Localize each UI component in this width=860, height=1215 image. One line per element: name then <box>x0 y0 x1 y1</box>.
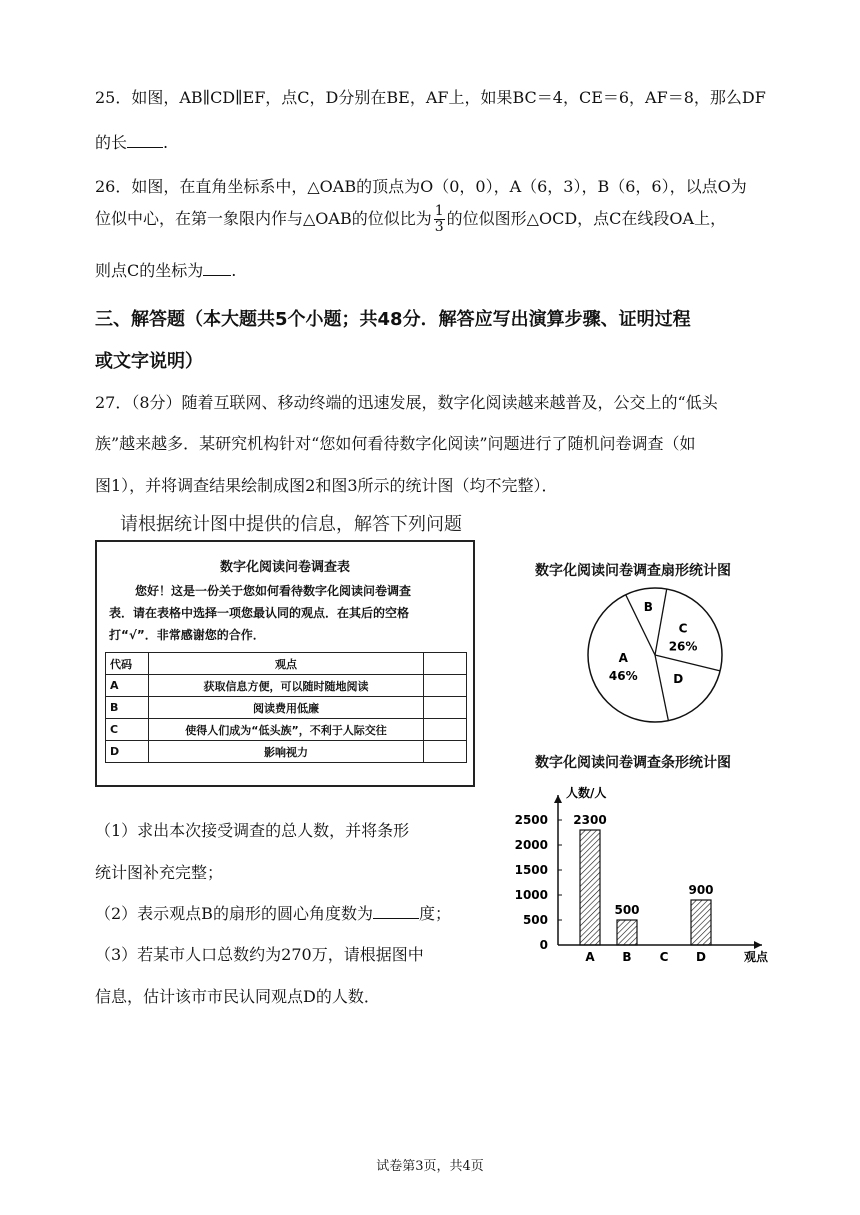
survey-row-view: 使得人们成为“低头族”，不利于人际交往 <box>149 719 424 741</box>
q26-fraction-denominator: 3 <box>434 219 444 235</box>
q26-line3-text: 则点C的坐标为 <box>95 261 204 280</box>
survey-tick-cell <box>424 719 467 741</box>
q26-line2-post: 的位似图形△OCD，点C在线段OA上， <box>446 209 727 228</box>
q27-sub2-post: 度； <box>418 904 451 923</box>
q27-sub3-line1: （3）若某市人口总数约为270万，请根据图中 <box>95 945 424 964</box>
survey-tick-cell <box>424 741 467 763</box>
q27-sub1-line1: （1）求出本次接受调查的总人数，并将条形 <box>95 821 410 840</box>
pie-chart-title: 数字化阅读问卷调查扇形统计图 <box>535 563 731 579</box>
survey-tick-cell <box>424 697 467 719</box>
pie-slice-percent: 46% <box>608 668 638 683</box>
bar-y-axis-label: 人数/人 <box>566 786 607 800</box>
q27-line1: 27．（8分）随着互联网、移动终端的迅速发展，数字化阅读越来越普及，公交上的“低头 <box>95 393 718 412</box>
survey-row-code: C <box>106 719 149 741</box>
survey-tick-cell <box>424 675 467 697</box>
q27-sub2-pre: （2）表示观点B的扇形的圆心角度数为 <box>95 904 373 923</box>
pie-slice-label: D <box>673 672 684 687</box>
q27-sub1-line2: 统计图补充完整； <box>95 863 224 882</box>
survey-intro-line3: 打“√”．非常感谢您的合作． <box>109 628 265 642</box>
survey-row <box>106 741 467 763</box>
q26-line2-pre: 位似中心，在第一象限内作与△OAB的位似比为 <box>95 209 432 228</box>
pie-slice-label: C <box>678 621 688 636</box>
q27-sub2 <box>95 901 451 924</box>
q27-sub2-answer-blank <box>373 904 419 919</box>
bar-y-tick-label: 2500 <box>514 813 548 827</box>
bar-d <box>691 900 711 945</box>
q27-line3: 图1），并将调查结果绘制成图2和图3所示的统计图（均不完整）． <box>95 476 558 495</box>
q27-sub3-line2: 信息，估计该市市民认同观点D的人数． <box>95 987 380 1006</box>
survey-row-code: B <box>106 697 149 719</box>
q26-line2 <box>95 204 726 235</box>
pie-slice-percent: 26% <box>668 639 698 654</box>
bar-value-label: 900 <box>688 883 714 897</box>
survey-row <box>106 675 467 697</box>
survey-row-code: D <box>106 741 149 763</box>
q26-answer-blank <box>203 261 231 276</box>
q25-line2 <box>95 130 168 153</box>
bar-y-tick-label: 1500 <box>514 863 548 877</box>
survey-row-view: 获取信息方便，可以随时随地阅读 <box>149 675 424 697</box>
bar-a <box>580 830 600 945</box>
bar-y-axis-arrow <box>554 795 562 803</box>
survey-table <box>105 652 467 763</box>
survey-row <box>106 697 467 719</box>
q25-answer-blank <box>127 133 163 148</box>
q25-line2-end: . <box>163 133 169 152</box>
survey-row-view: 影响视力 <box>149 741 424 763</box>
bar-category-label: C <box>659 950 669 964</box>
q26-line1: 26．如图，在直角坐标系中，△OAB的顶点为O（0，0），A（6，3），B（6，6），以点O为 <box>95 177 747 196</box>
bar-category-label: A <box>585 950 595 964</box>
bar-category-label: D <box>696 950 706 964</box>
survey-header-view: 观点 <box>149 653 424 675</box>
bar-x-axis-arrow <box>754 941 762 949</box>
bar-category-label: B <box>622 950 632 964</box>
survey-title: 数字化阅读问卷调查表 <box>219 560 350 575</box>
bar-x-axis-label: 观点 <box>744 950 769 964</box>
q26-line3 <box>95 258 236 281</box>
q26-line3-end: . <box>231 261 237 280</box>
bar-y-tick-label: 500 <box>522 913 548 927</box>
survey-intro-line1: 您好！这是一份关于您如何看待数字化阅读问卷调查 <box>135 584 412 598</box>
section3-heading-line2: 或文字说明） <box>95 351 203 372</box>
bar-y-tick-label: 0 <box>539 938 548 952</box>
q27-line2: 族”越来越多．某研究机构针对“您如何看待数字化阅读”问题进行了随机问卷调查（如 <box>95 434 696 453</box>
survey-header-code: 代码 <box>106 653 149 675</box>
bar-chart-title: 数字化阅读问卷调查条形统计图 <box>535 755 731 771</box>
survey-row-code: A <box>106 675 149 697</box>
q26-fraction <box>434 204 445 235</box>
bar-value-label: 500 <box>614 903 640 917</box>
survey-form <box>95 540 475 787</box>
survey-tick-cell <box>424 653 467 675</box>
q25-line2-text: 的长 <box>95 133 128 152</box>
survey-row-view: 阅读费用低廉 <box>149 697 424 719</box>
bar-y-tick-label: 2000 <box>514 838 548 852</box>
pie-chart <box>555 585 755 725</box>
q26-fraction-numerator: 1 <box>434 203 444 219</box>
pie-slice-label: A <box>618 650 628 665</box>
bar-chart <box>510 775 775 970</box>
q25-line1: 25．如图，AB∥CD∥EF，点C，D分别在BE，AF上，如果BC＝4，CE＝6，AF＝8，那么DF <box>95 88 766 107</box>
survey-header-row <box>106 653 467 675</box>
pie-slice-label: B <box>643 600 653 615</box>
bar-b <box>617 920 637 945</box>
survey-intro-line2: 表．请在表格中选择一项您最认同的观点．在其后的空格 <box>109 606 410 620</box>
survey-row <box>106 719 467 741</box>
bar-y-tick-label: 1000 <box>514 888 548 902</box>
section3-heading-line1: 三、解答题（本大题共5个小题；共48分．解答应写出演算步骤、证明过程 <box>95 309 691 330</box>
page-footer: 试卷第3页，共4页 <box>376 1159 484 1174</box>
bar-value-label: 2300 <box>573 813 607 827</box>
q27-instruction-note: 请根据统计图中提供的信息，解答下列问题 <box>120 514 462 535</box>
